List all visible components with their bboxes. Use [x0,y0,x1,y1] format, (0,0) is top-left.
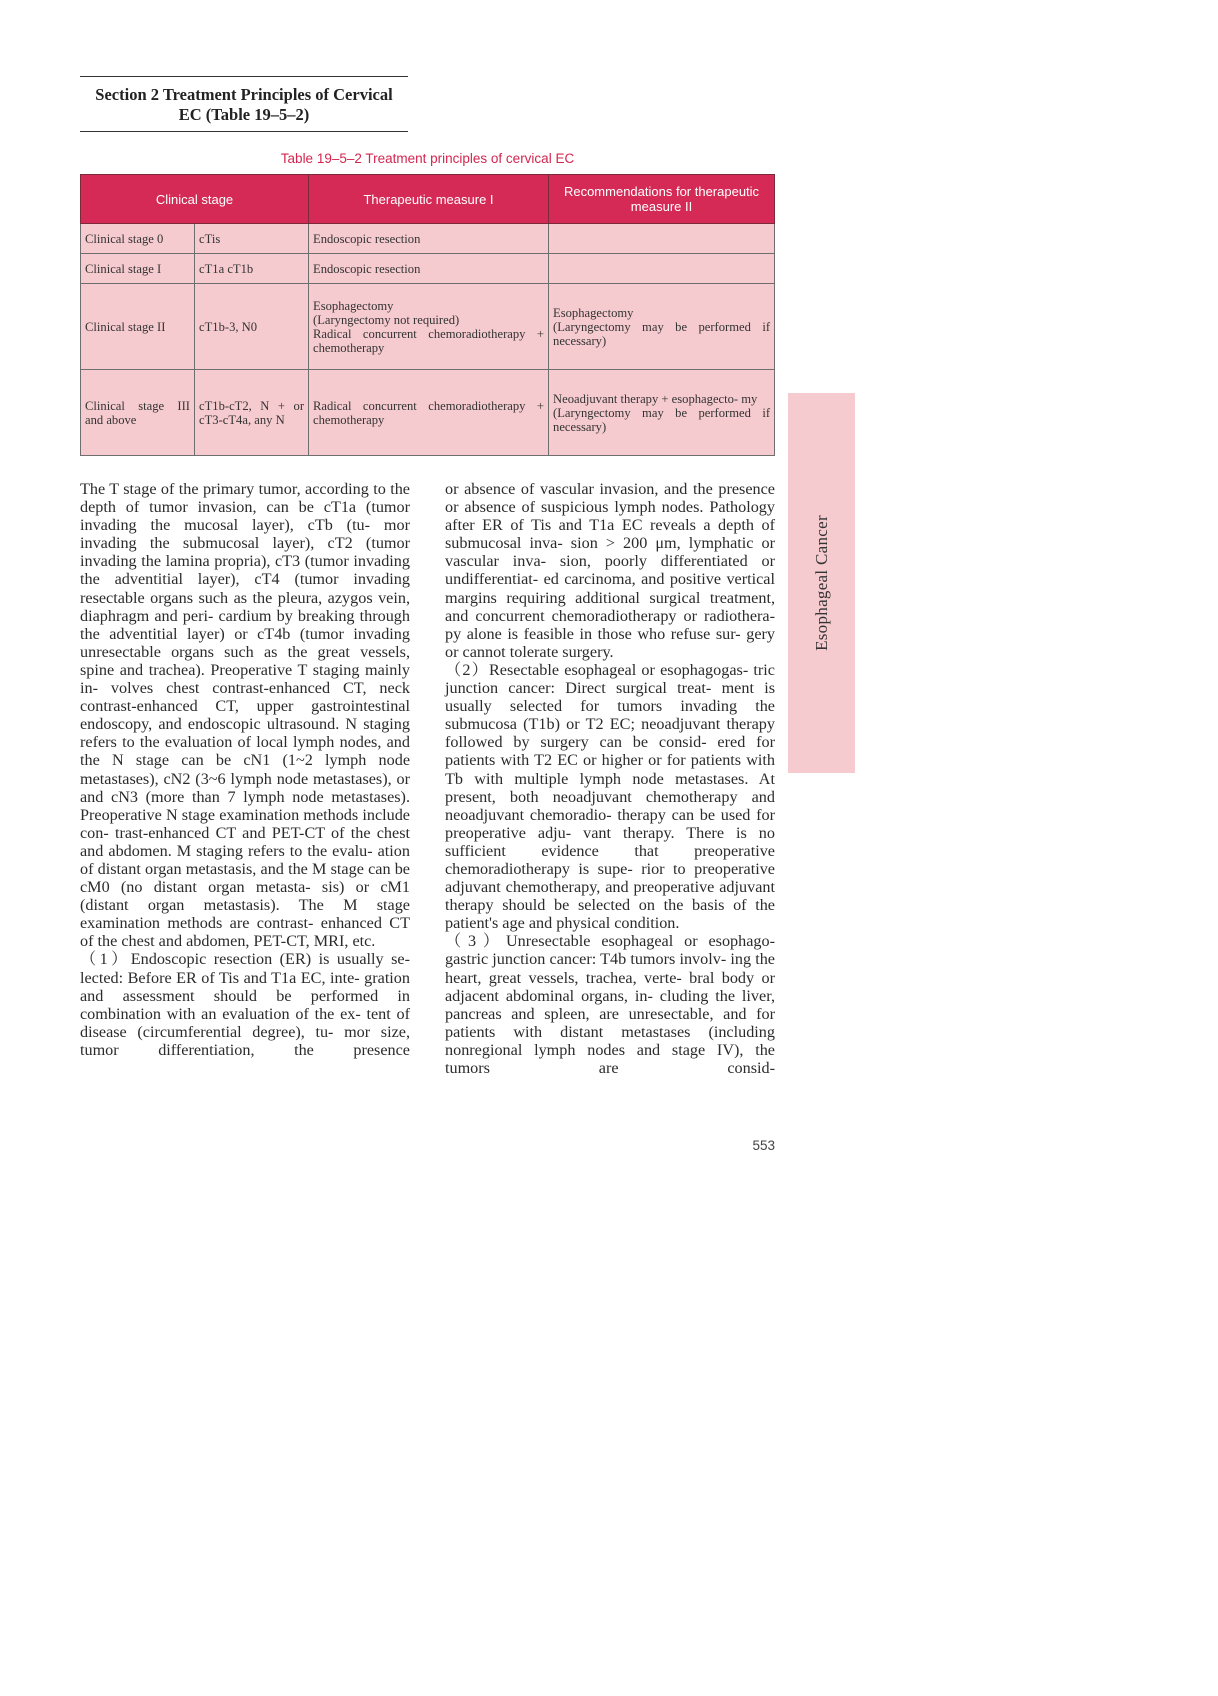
section-heading-line-2: EC (Table 19–5–2) [178,105,310,124]
chapter-side-tab-label: Esophageal Cancer [811,515,831,651]
cell-stage: Clinical stage I [81,254,195,284]
cell-measure-1: Endoscopic resection [309,254,549,284]
body-paragraph: （1）Endoscopic resection (ER) is usually se- lected: Before ER of Tis and T1a EC, inte- gration and assessment should be performed in combination with an evaluation of the ex- tent of disease (circumferential degree), tu- mor size, tumor differentiation, the presence [80,950,410,1059]
cell-line: (Laryngectomy not required) [313,312,460,327]
cell-tnm: cTis [195,224,309,254]
cell-line: Neoadjuvant therapy + esophagecto- my [553,391,758,406]
cell-stage: Clinical stage 0 [81,224,195,254]
treatment-principles-table [80,174,775,456]
header-measure-2: Recommendations for therapeutic measure II [549,175,775,224]
table-header-row [81,175,775,224]
cell-measure-2 [549,284,775,370]
body-column-right [445,480,775,1077]
body-paragraph: （3）Unresectable esophageal or esophago- gastric junction cancer: T4b tumors involv- ing the heart, great vessels, trachea, verte- bral body or adjacent abdominal organs, in- cluding the liver, pancreas and spleen, are unresectable, and for patients with distant metastases (including nonregional lymph nodes and stage IV), the tumors are consid- [445,932,775,1077]
table-row [81,284,775,370]
cell-stage: Clinical stage II [81,284,195,370]
page-number: 553 [752,1138,775,1153]
chapter-side-tab [788,393,855,773]
cell-tnm: cT1b-cT2, N + or cT3-cT4a, any N [195,370,309,456]
table-row [81,370,775,456]
section-heading [80,76,408,132]
cell-line: Esophagectomy [553,305,634,320]
body-paragraph: （2）Resectable esophageal or esophagogas- tric junction cancer: Direct surgical treat- ment is usually selected for tumors invading the submucosa (T1b) or T2 EC; neoadjuvant therapy followed by surgery can be consid- ered for patients with T2 EC or higher or for patients with Tb with multiple lymph node metastases. At present, both neoadjuvant chemotherapy and neoadjuvant chemoradio- therapy can be used for preoperative adju- vant therapy. There is no sufficient evidence that preoperative chemoradiotherapy is supe- rior to preoperative adjuvant chemotherapy, and preoperative adjuvant therapy should be selected on the basis of the patient's age and physical condition. [445,660,775,933]
header-clinical-stage: Clinical stage [81,175,309,224]
cell-measure-1: Endoscopic resection [309,224,549,254]
section-heading-line-1: Section 2 Treatment Principles of Cervical [95,85,393,104]
body-paragraph: or absence of vascular invasion, and the presence or absence of suspicious lymph nodes. Pathology after ER of Tis and T1a EC reveals a depth of submucosal inva- sion > 200 μm, lymphatic or vascular inva- sion, poorly differentiated or undifferentiat- ed carcinoma, and positive vertical margins requiring additional surgical treatment, and concurrent chemoradiotherapy or radiothera- py alone is feasible in those who refuse sur- gery or cannot tolerate surgery. [445,480,775,661]
cell-measure-2 [549,254,775,284]
cell-tnm: cT1b-3, N0 [195,284,309,370]
header-measure-1: Therapeutic measure I [309,175,549,224]
table-row [81,254,775,284]
body-column-left [80,480,410,1059]
cell-measure-1: Radical concurrent chemoradiotherapy + chemotherapy [309,370,549,456]
cell-line: Radical concurrent chemoradiotherapy + chemotherapy [313,326,545,355]
cell-measure-1 [309,284,549,370]
table-caption: Table 19–5–2 Treatment principles of cervical EC [280,151,575,166]
cell-line: Esophagectomy [313,298,394,313]
cell-tnm: cT1a cT1b [195,254,309,284]
cell-measure-2 [549,370,775,456]
cell-measure-2 [549,224,775,254]
cell-line: (Laryngectomy may be performed if necessary) [553,405,771,434]
table-row [81,224,775,254]
cell-stage: Clinical stage III and above [81,370,195,456]
body-paragraph: The T stage of the primary tumor, according to the depth of tumor invasion, can be cT1a (tumor invading the mucosal layer), cTb (tu- mor invading the submucosal layer), cT2 (tumor invading the lamina propria), cT3 (tumor invading the adventitial layer), cT4 (tumor invading resectable organs such as the pleura, azygos vein, diaphragm and peri- cardium by breaking through the adventitial layer) or cT4b (tumor invading unresectable organs such as the great vessels, spine and trachea). Preoperative T staging mainly in- volves chest contrast-enhanced CT, neck contrast-enhanced CT, upper gastrointestinal endoscopy, and endoscopic ultrasound. N staging refers to the evaluation of local lymph nodes, and the N stage can be cN1 (1~2 lymph node metastases), cN2 (3~6 lymph node metastases), or and cN3 (more than 7 lymph node metastases). Preoperative N stage examination methods include con- trast-enhanced CT and PET-CT of the chest and abdomen. M staging refers to the evalu- ation of distant organ metastasis, and the M stage can be cM0 (no distant organ metasta- sis) or cM1 (distant organ metastasis). The M stage examination methods are contrast- enhanced CT of the chest and abdomen, PET-CT, MRI, etc. [80,480,410,951]
cell-line: (Laryngectomy may be performed if necessary) [553,319,771,348]
